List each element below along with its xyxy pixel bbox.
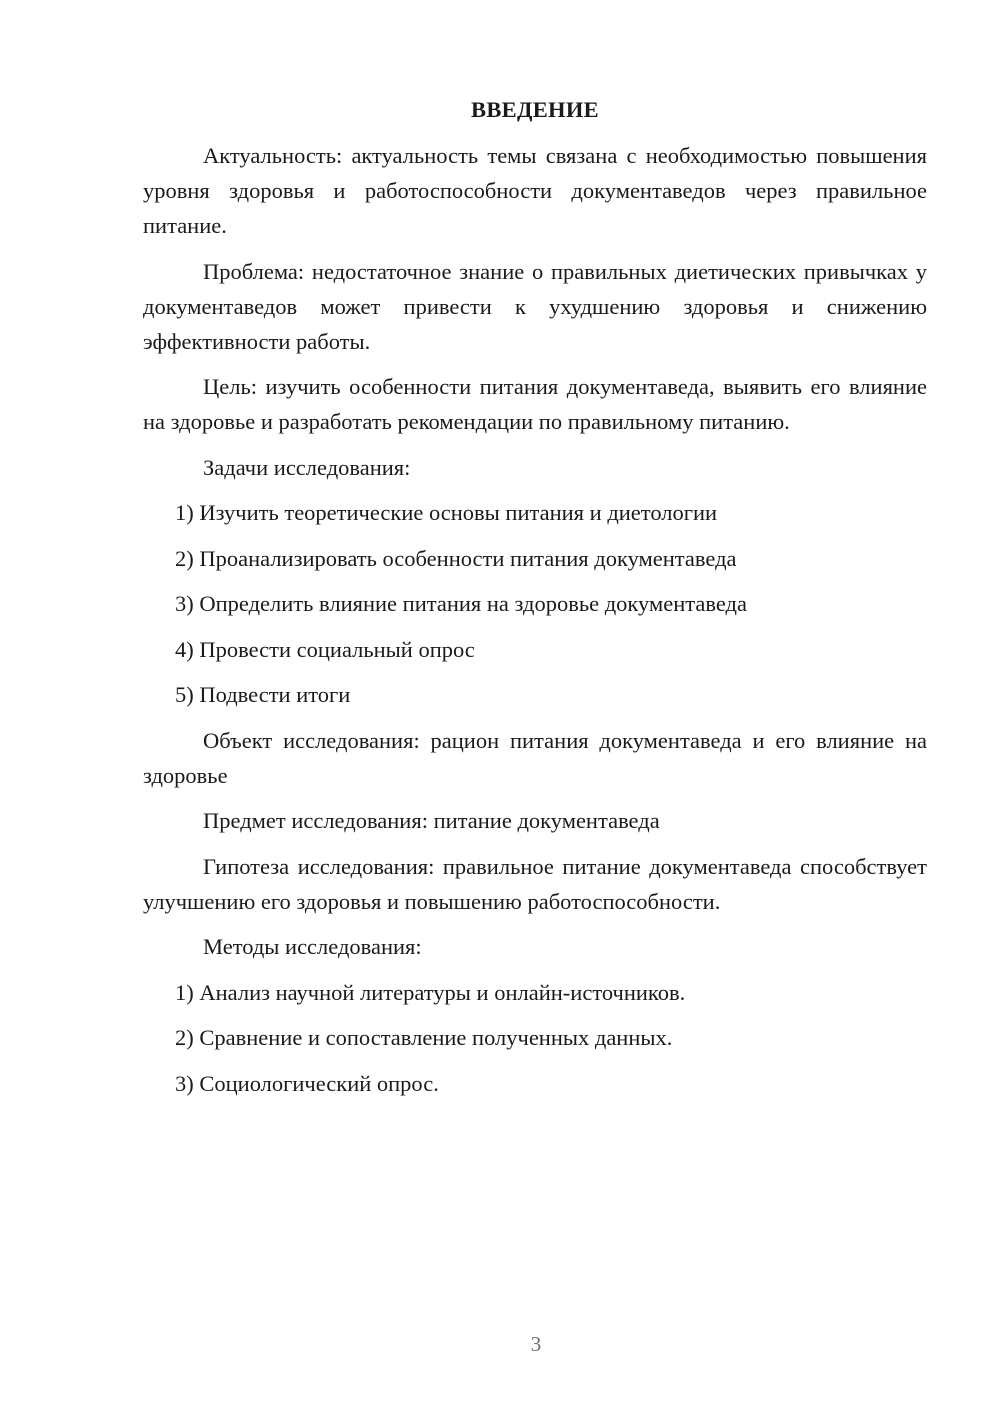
methods-label: Методы исследования:	[203, 934, 422, 959]
object-paragraph: Объект исследования: рацион питания документаведа и его влияние на здоровье	[143, 727, 927, 788]
subject-paragraph: Предмет исследования: питание документаведа	[203, 808, 660, 833]
page-number: 3	[530, 1332, 542, 1356]
task-item: 1) Изучить теоретические основы питания и диетологии	[175, 500, 718, 525]
tasks-label: Задачи исследования:	[203, 454, 411, 480]
task-item: 3) Определить влияние питания на здоровье документаведа	[175, 591, 747, 616]
page-content	[143, 92, 927, 1111]
task-item: 5) Подвести итоги	[175, 682, 351, 707]
task-item: 4) Провести социальный опрос	[175, 636, 475, 662]
method-item: 1) Анализ научной литературы и онлайн-источников.	[175, 979, 686, 1005]
method-item: 2) Сравнение и сопоставление полученных данных.	[175, 1025, 673, 1050]
problem-paragraph: Проблема: недостаточное знание о правильных диетических привычках у документаведов может привести к ухудшению здоровья и снижению эффективности работы.	[143, 258, 927, 354]
relevance-paragraph: Актуальность: актуальность темы связана с необходимостью повышения уровня здоровья и работоспособности документаведов через правильное питание.	[143, 143, 927, 238]
method-item: 3) Социологический опрос.	[175, 1070, 439, 1096]
hypothesis-paragraph: Гипотеза исследования: правильное питание документаведа способствует улучшению его здоровья и повышению работоспособности.	[143, 853, 927, 914]
task-item: 2) Проанализировать особенности питания документаведа	[175, 545, 737, 571]
section-heading: ВВЕДЕНИЕ	[471, 97, 599, 122]
goal-paragraph: Цель: изучить особенности питания документаведа, выявить его влияние на здоровье и разработать рекомендации по правильному питанию.	[143, 374, 927, 434]
